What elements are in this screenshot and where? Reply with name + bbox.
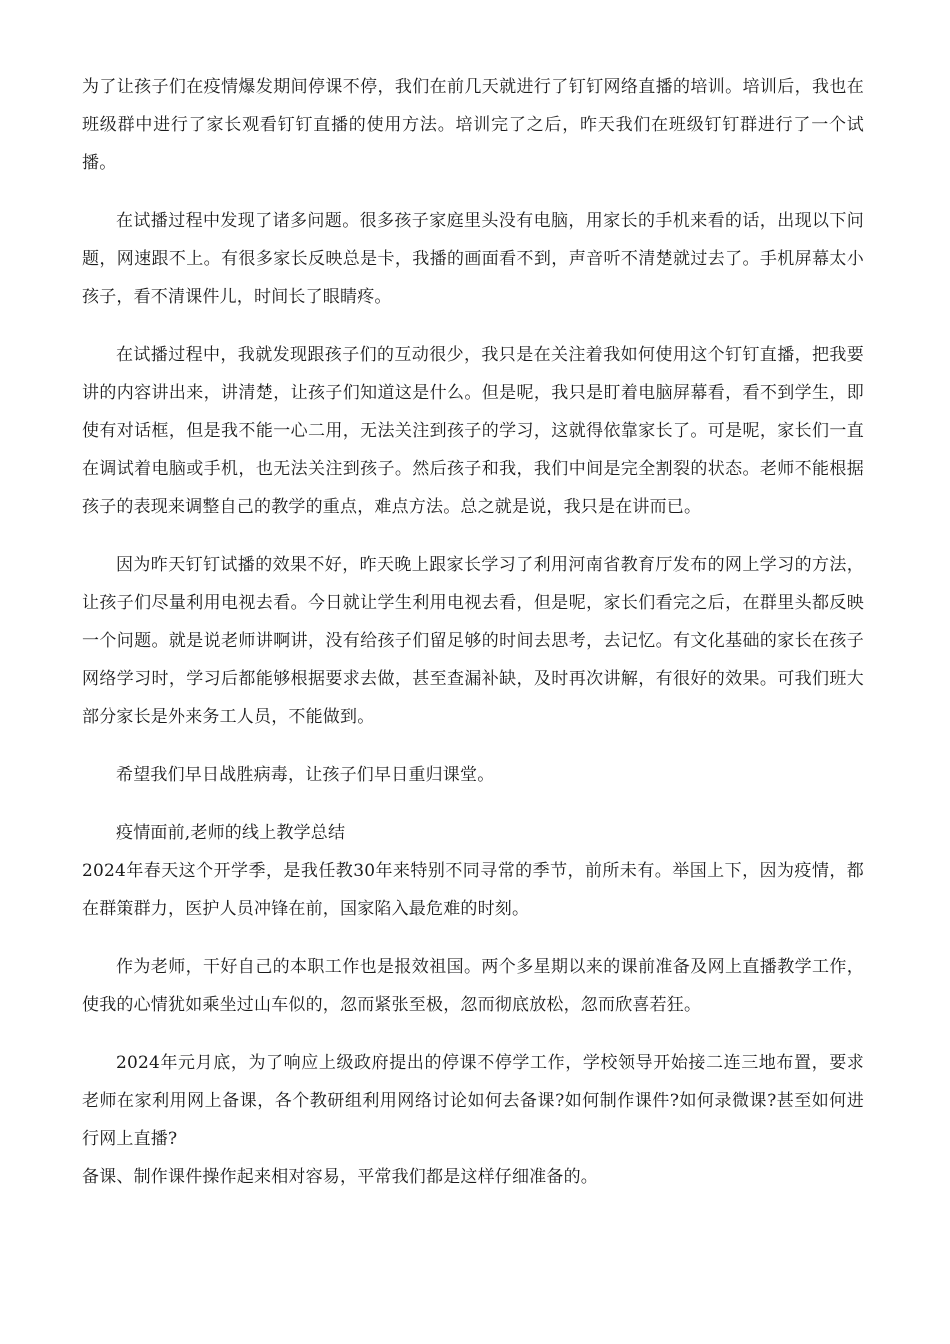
section-title: 疫情面前,老师的线上教学总结 [116, 823, 346, 843]
paragraph-8: 2024年元月底，为了响应上级政府提出的停课不停学工作，学校领导开始接二连三地布置，要求老师在家利用网上备课，各个教研组利用网络讨论如何去备课?如何制作课件?如何录微课?甚至如何进行网上直播? [82, 1053, 864, 1149]
paragraph-2: 在试播过程中发现了诸多问题。很多孩子家庭里头没有电脑，用家长的手机来看的话，出现以下问题，网速跟不上。有很多家长反映总是卡，我播的画面看不到，声音听不清楚就过去了。手机屏幕太小孩子，看不清课件儿，时间长了眼睛疼。 [82, 211, 864, 307]
paragraph-1: 为了让孩子们在疫情爆发期间停课不停，我们在前几天就进行了钉钉网络直播的培训。培训后，我也在班级群中进行了家长观看钉钉直播的使用方法。培训完了之后，昨天我们在班级钉钉群进行了一个试播。 [82, 77, 864, 173]
paragraph-6: 2024年春天这个开学季，是我任教30年来特别不同寻常的季节，前所未有。举国上下，因为疫情，都在群策群力，医护人员冲锋在前，国家陷入最危难的时刻。 [82, 861, 864, 919]
paragraph-9: 备课、制作课件操作起来相对容易，平常我们都是这样仔细准备的。 [82, 1167, 598, 1187]
paragraph-4: 因为昨天钉钉试播的效果不好，昨天晚上跟家长学习了利用河南省教育厅发布的网上学习的方法，让孩子们尽量利用电视去看。今日就让学生利用电视去看，但是呢，家长们看完之后，在群里头都反映一个问题。就是说老师讲啊讲，没有给孩子们留足够的时间去思考，去记忆。有文化基础的家长在孩子网络学习时，学习后都能够根据要求去做，甚至查漏补缺，及时再次讲解，有很好的效果。可我们班大部分家长是外来务工人员，不能做到。 [82, 555, 864, 727]
paragraph-5: 希望我们早日战胜病毒，让孩子们早日重归课堂。 [116, 765, 495, 785]
document-body [82, 68, 864, 1196]
paragraph-3: 在试播过程中，我就发现跟孩子们的互动很少，我只是在关注着我如何使用这个钉钉直播，把我要讲的内容讲出来，讲清楚，让孩子们知道这是什么。但是呢，我只是盯着电脑屏幕看，看不到学生，即使有对话框，但是我不能一心二用，无法关注到孩子的学习，这就得依靠家长了。可是呢，家长们一直在调试着电脑或手机，也无法关注到孩子。然后孩子和我，我们中间是完全割裂的状态。老师不能根据孩子的表现来调整自己的教学的重点，难点方法。总之就是说，我只是在讲而已。 [82, 345, 864, 517]
paragraph-7: 作为老师，干好自己的本职工作也是报效祖国。两个多星期以来的课前准备及网上直播教学工作，使我的心情犹如乘坐过山车似的，忽而紧张至极，忽而彻底放松，忽而欣喜若狂。 [82, 957, 864, 1015]
